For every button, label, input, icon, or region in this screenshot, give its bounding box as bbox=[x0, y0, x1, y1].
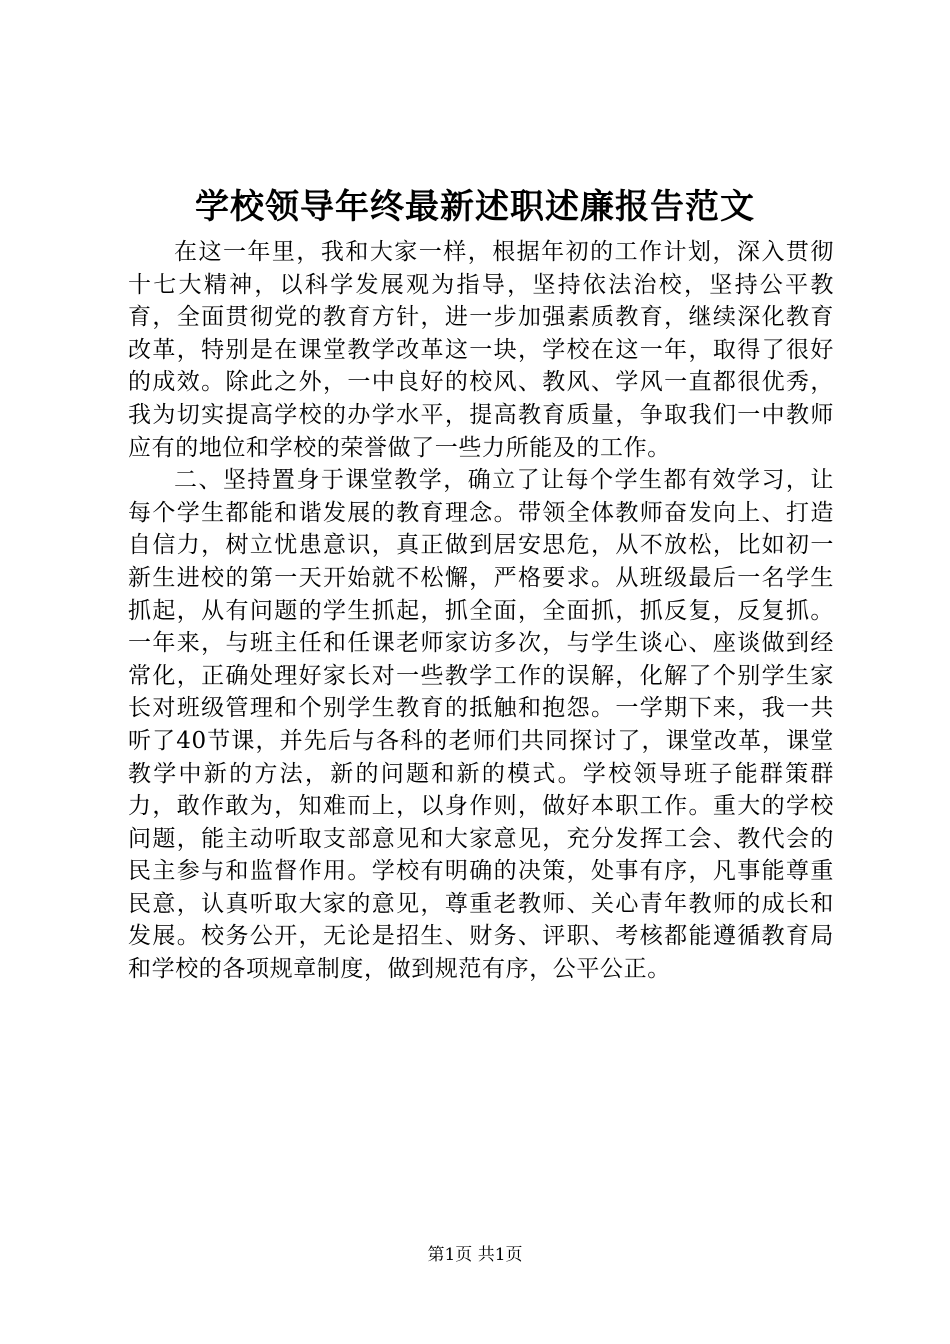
paragraph-classroom-teaching: 二、坚持置身于课堂教学，确立了让每个学生都有效学习，让每个学生都能和谐发展的教育理念。带领全体教师奋发向上、打造自信力，树立忧患意识，真正做到居安思危，从不放松，比如初一新生进校的第一天开始就不松懈，严格要求。从班级最后一名学生抓起，从有问题的学生抓起，抓全面，全面抓，抓反复，反复抓。一年来，与班主任和任课老师家访多次，与学生谈心、座谈做到经常化，正确处理好家长对一些教学工作的误解，化解了个别学生家长对班级管理和个别学生教育的抵触和抱怨。一学期下来，我一共听了40节课，并先后与各科的老师们共同探讨了，课堂改革，课堂教学中新的方法，新的问题和新的模式。学校领导班子能群策群力，敢作敢为，知难而上，以身作则，做好本职工作。重大的学校问题，能主动听取支部意见和大家意见，充分发挥工会、教代会的民主参与和监督作用。学校有明确的决策，处事有序，凡事能尊重民意，认真听取大家的意见，尊重老教师、关心青年教师的成长和发展。校务公开，无论是招生、财务、评职、考核都能遵循教育局和学校的各项规章制度，做到规范有序，公平公正。 bbox=[128, 467, 834, 983]
document-body bbox=[128, 236, 834, 986]
page-footer: 第1页 共1页 bbox=[427, 1245, 523, 1265]
document-title: 学校领导年终最新述职述廉报告范文 bbox=[195, 187, 755, 227]
paragraph-intro: 在这一年里，我和大家一样，根据年初的工作计划，深入贯彻十七大精神，以科学发展观为指导，坚持依法治校，坚持公平教育，全面贯彻党的教育方针，进一步加强素质教育，继续深化教育改革，特别是在课堂教学改革这一块，学校在这一年，取得了很好的成效。除此之外，一中良好的校风、教风、学风一直都很优秀，我为切实提高学校的办学水平，提高教育质量，争取我们一中教师应有的地位和学校的荣誉做了一些力所能及的工作。 bbox=[128, 239, 834, 461]
